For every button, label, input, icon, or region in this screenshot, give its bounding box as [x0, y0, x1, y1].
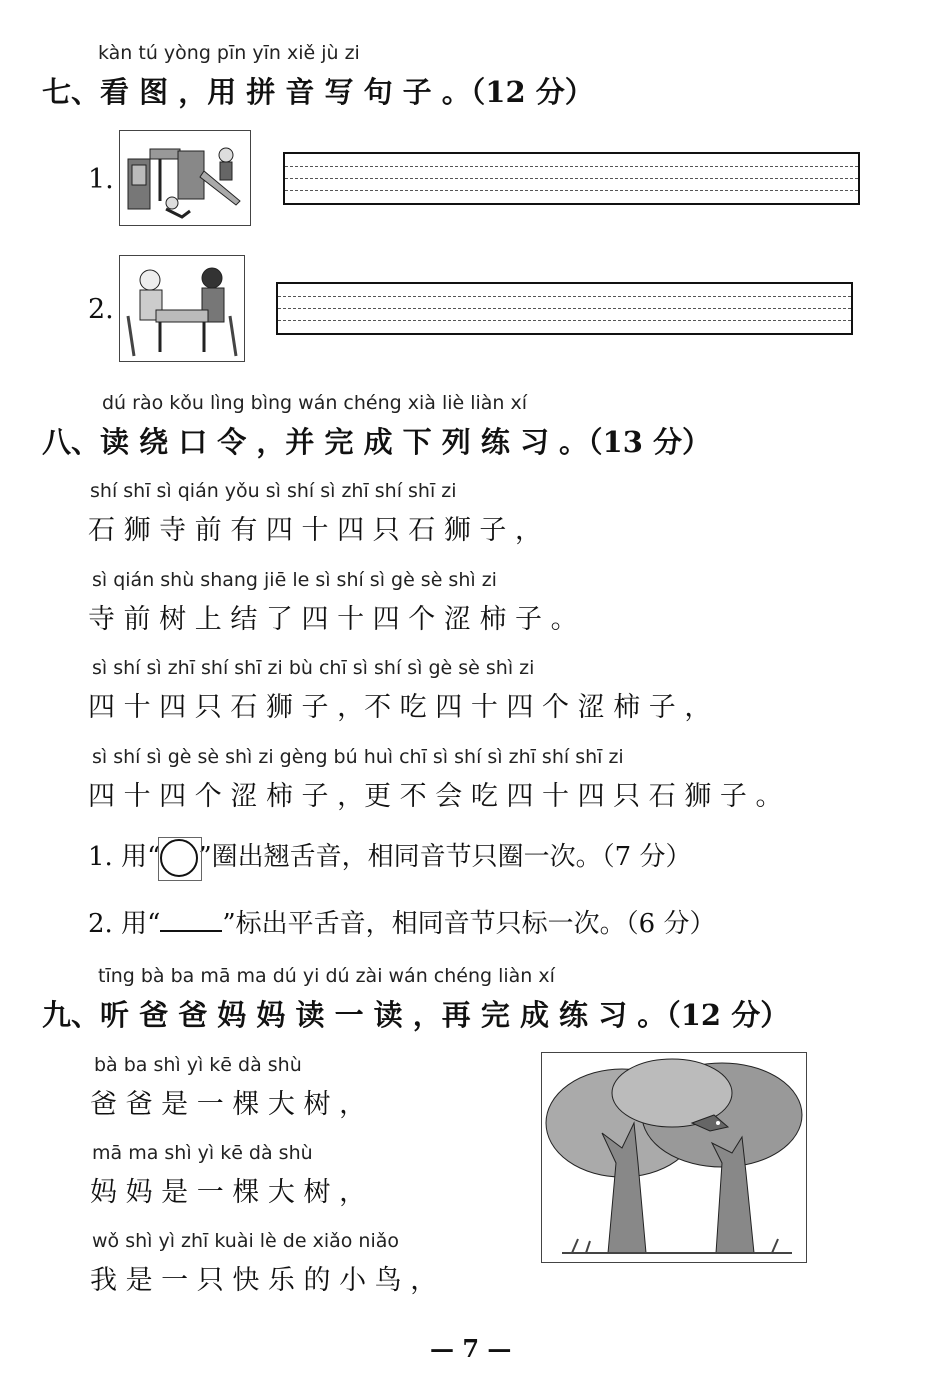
tongue-twister-pinyin-3: sì shí sì zhī shí shī zi bù chī sì shí sì gè sè shì zi — [92, 657, 535, 679]
sec9-title: 九、听 爸 爸 妈 妈 读 一 读 ，再 完 成 练 习 。（12 分） — [42, 998, 790, 1032]
item2-number: 2. — [88, 294, 114, 325]
poem-pinyin-2: mā ma shì yì kē dà shù — [92, 1142, 313, 1164]
underline-icon — [160, 910, 222, 932]
answer-box-1[interactable] — [283, 152, 860, 205]
tongue-twister-line-3: 四 十 四 只 石 狮 子 ，不 吃 四 十 四 个 涩 柿 子 ， — [88, 692, 712, 723]
answer-box-2[interactable] — [276, 282, 853, 335]
chess-players-picture — [119, 255, 245, 362]
exercise-2-post: ”标出平舌音，相同音节只标一次。（6 分） — [222, 909, 716, 939]
trees-bird-picture — [541, 1052, 807, 1263]
exercise-2-pre: 2. 用“ — [88, 909, 161, 939]
playground-picture — [119, 130, 251, 226]
item1-number: 1. — [88, 164, 114, 195]
sec8-pinyin: dú rào kǒu lìng bìng wán chéng xià liè liàn xí — [102, 392, 528, 414]
sec8-title: 八、读 绕 口 令 ，并 完 成 下 列 练 习 。（13 分） — [42, 425, 712, 459]
tongue-twister-pinyin-4: sì shí sì gè sè shì zi gèng bú huì chī sì shí sì zhī shí shī zi — [92, 746, 624, 768]
tongue-twister-pinyin-2: sì qián shù shang jiē le sì shí sì gè sè shì zi — [92, 569, 497, 591]
tongue-twister-pinyin-1: shí shī sì qián yǒu sì shí sì zhī shí shī zi — [90, 480, 457, 502]
poem-line-1: 爸 爸 是 一 棵 大 树 ， — [90, 1089, 367, 1120]
sec7-title: 七、看 图 ，用 拼 音 写 句 子 。（12 分） — [42, 75, 594, 109]
sec7-pinyin: kàn tú yòng pīn yīn xiě jù zi — [98, 42, 360, 64]
exercise-1-post: ”圈出翘舌音，相同音节只圈一次。（7 分） — [198, 842, 692, 872]
exercise-1-pre: 1. 用“ — [88, 842, 161, 872]
tongue-twister-line-4: 四 十 四 个 涩 柿 子 ，更 不 会 吃 四 十 四 只 石 狮 子 。 — [88, 781, 783, 812]
poem-pinyin-1: bà ba shì yì kē dà shù — [94, 1054, 302, 1076]
poem-line-3: 我 是 一 只 快 乐 的 小 鸟 ， — [90, 1265, 438, 1296]
tongue-twister-line-2: 寺 前 树 上 结 了 四 十 四 个 涩 柿 子 。 — [88, 604, 578, 635]
circle-icon — [160, 839, 198, 877]
exercise-1 — [88, 836, 691, 877]
poem-pinyin-3: wǒ shì yì zhī kuài lè de xiǎo niǎo — [92, 1230, 399, 1252]
sec9-pinyin: tīng bà ba mā ma dú yi dú zài wán chéng liàn xí — [98, 965, 555, 987]
page-number: — 7 — — [430, 1334, 512, 1363]
exercise-2 — [88, 903, 715, 940]
tongue-twister-line-1: 石 狮 寺 前 有 四 十 四 只 石 狮 子 ， — [88, 515, 542, 546]
poem-line-2: 妈 妈 是 一 棵 大 树 ， — [90, 1177, 367, 1208]
